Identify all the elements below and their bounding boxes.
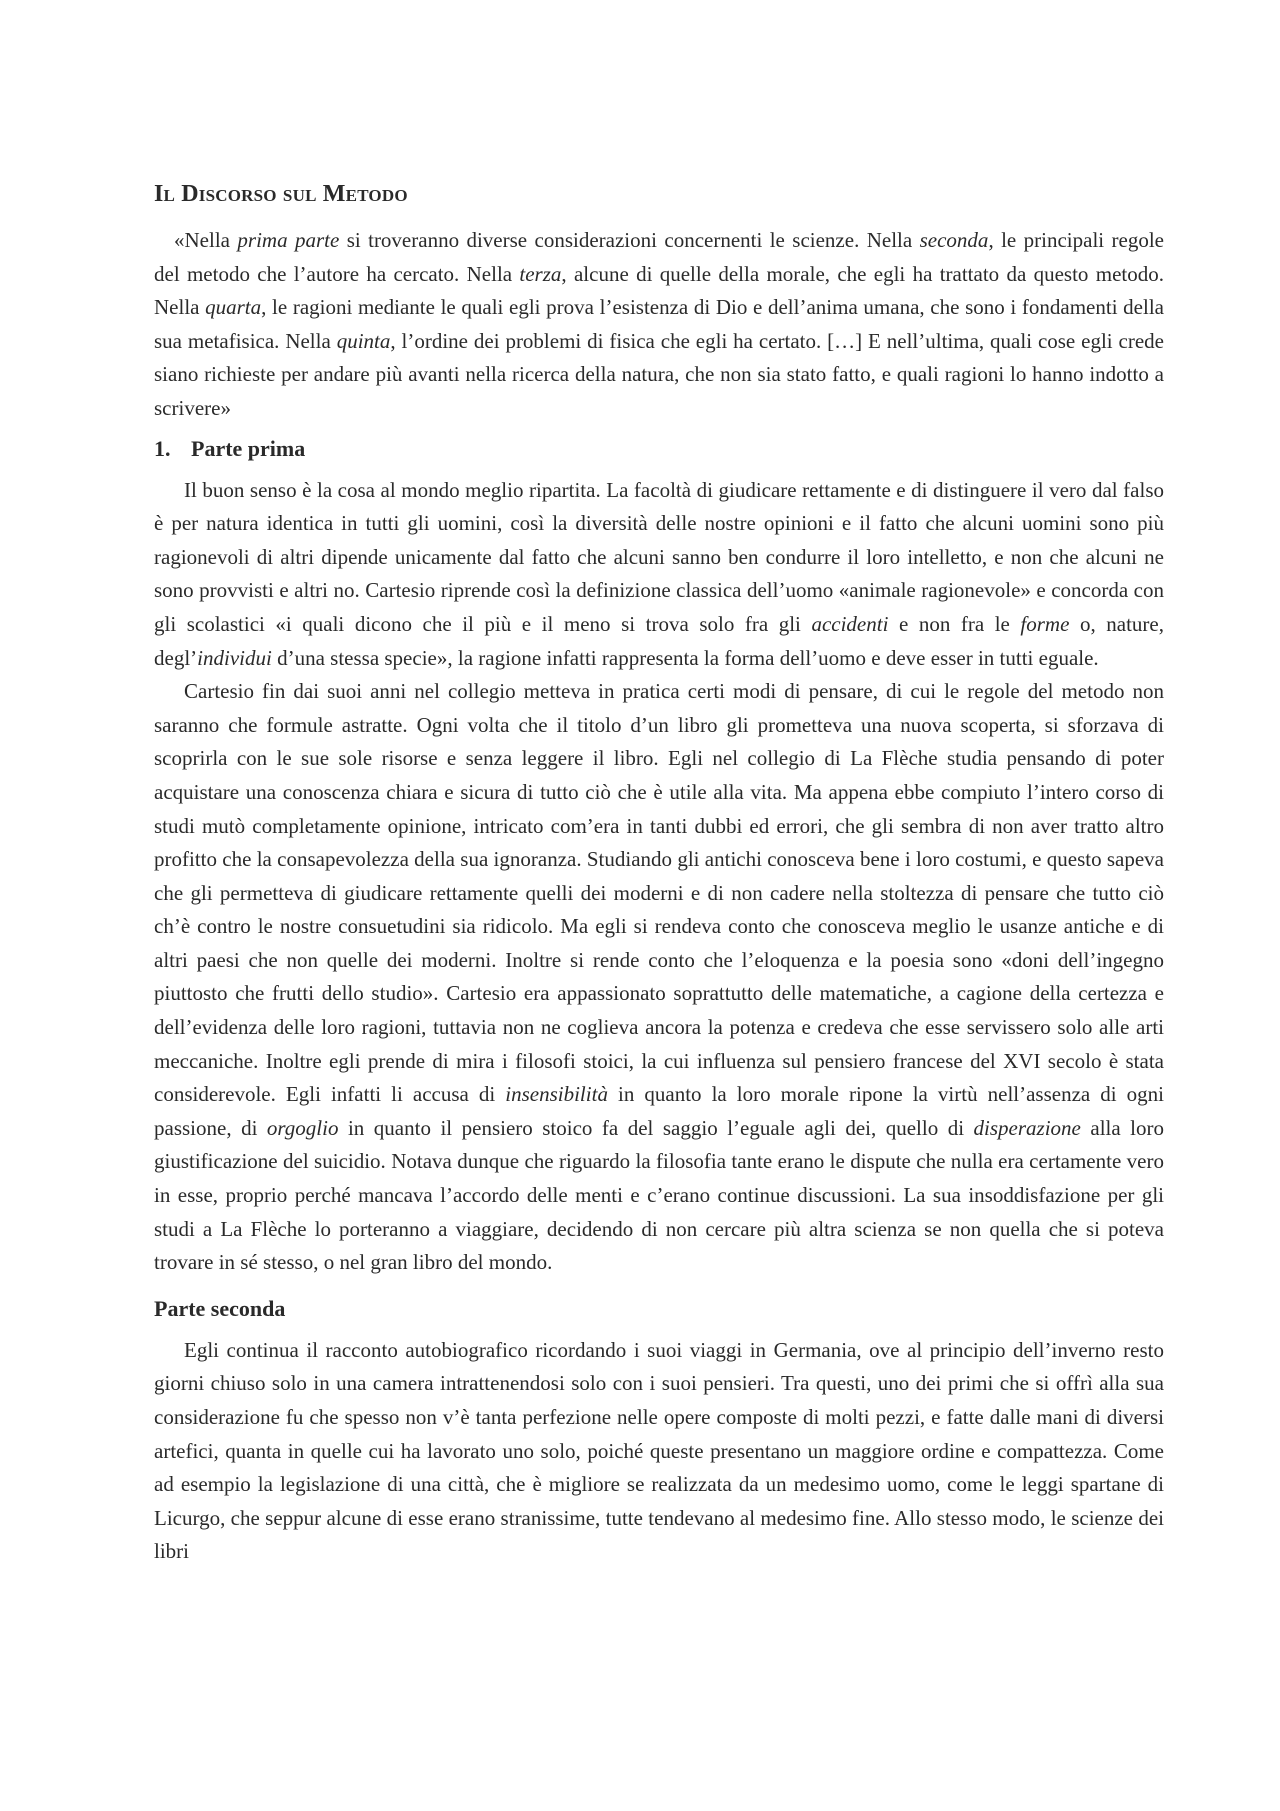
section-number: 1.	[154, 435, 171, 461]
emphasis-quinta: quinta	[336, 328, 391, 353]
emphasis-quarta: quarta	[205, 295, 262, 320]
emphasis-orgoglio: orgoglio	[266, 1115, 339, 1140]
section-title: Parte prima	[191, 435, 306, 461]
paragraph-parte-prima-2: Cartesio fin dai suoi anni nel collegio metteva in pratica certi modi di pensare, di cui le regole del metodo non saranno che formule astratte. Ogni volta che il titolo d’un libro gli prometteva una nuova scoperta, si sforzava di scoprirla con le sue sole risorse e senza leggere il libro. Egli nel collegio di La Flèche studia pensando di poter acquistare una conoscenza chiara e sicura di tutto ciò che è utile alla vita. Ma appena ebbe compiuto l’intero corso di studi mutò completamente opinione, intricato com’era in tanti dubbi ed errori, che gli sembra di non aver tratto altro profitto che la consapevolezza della sua ignoranza. Studiando gli antichi conosceva bene i loro costumi, e questo sapeva che gli permetteva di giudicare rettamente quelli dei moderni e di non cadere nella stoltezza di pensare che tutto ciò ch’è contro le nostre consuetudini sia ridicolo. Ma egli si rendeva conto che conosceva meglio le usanze antiche e di altri paesi che non quelle dei moderni. Inoltre si rende conto che l’eloquenza e la poesia sono «doni dell’ingegno piuttosto che frutti dello studio». Cartesio era appassionato soprattutto delle matematiche, a cagione della certezza e dell’evidenza delle loro ragioni, tuttavia non ne coglieva ancora la potenza e credeva che esse servissero solo alle arti meccaniche. Inoltre egli prende di mira i filosofi stoici, la cui influenza sul pensiero francese del XVI secolo è stata considerevole. Egli infatti li accusa di insensibilità in quanto la loro morale ripone la virtù nell’assenza di ogni passione, di orgoglio in quanto il pensiero stoico fa del saggio l’eguale agli dei, quello di disperazione alla loro giustificazione del suicidio. Notava dunque che riguardo la filosofia tante erano le dispute che nulla era certamente vero in esse, proprio perché mancava l’accordo delle menti e c’erano continue discussioni. La sua insoddisfazione per gli studi a La Flèche lo porteranno a viaggiare, decidendo di non cercare più altra scienza se non quella che si poteva trovare in sé stesso, o nel gran libro del mondo.	[154, 679, 1165, 1275]
paragraph-parte-prima-1: Il buon senso è la cosa al mondo meglio ripartita. La facoltà di giudicare rettamente e di distinguere il vero dal falso è per natura identica in tutti gli uomini, così la diversità delle nostre opinioni e il fatto che alcuni uomini sono più ragionevoli di altri dipende unicamente dal fatto che alcuni sanno ben condurre il loro intelletto, e non che alcuni ne sono provvisti e altri no. Cartesio riprende così la definizione classica dell’uomo «animale ragionevole» e concorda con gli scolastici «i quali dicono che il più e il meno si trova solo fra gli accidenti e non fra le forme o, nature, degl’individui d’una stessa specie», la ragione infatti rappresenta la forma dell’uomo e deve esser in tutti eguale.	[154, 477, 1164, 670]
intro-quote: «Nella prima parte si troveranno diverse considerazioni concernenti le scienze. Nella seconda, le principali regole del metodo che l’autore ha cercato. Nella terza, alcune di quelle della morale, che egli ha trattato da questo metodo. Nella quarta, le ragioni mediante le quali egli prova l’esistenza di Dio e dell’anima umana, che sono i fondamenti della sua metafisica. Nella quinta, l’ordine dei problemi di fisica che egli ha certato. […] E nell’ultima, quali cose egli crede siano richieste per andare più avanti nella ricerca della natura, che non sia stato fatto, e quali ragioni lo hanno indotto a scrivere»	[154, 228, 1164, 420]
emphasis-disperazione: disperazione	[973, 1115, 1081, 1140]
emphasis-forme: forme	[1020, 611, 1070, 636]
emphasis-accidenti: accidenti	[811, 611, 889, 636]
emphasis-seconda: seconda	[919, 228, 989, 252]
document-page	[154, 176, 1164, 1569]
emphasis-individui: individui	[197, 645, 272, 670]
section-heading-parte-prima	[154, 434, 1164, 464]
emphasis-prima-parte: prima parte	[237, 228, 340, 252]
section-heading-parte-seconda: Parte seconda	[154, 1295, 286, 1321]
emphasis-insensibilita: insensibilità	[505, 1082, 608, 1107]
page-title: Il Discorso sul Metodo	[154, 181, 408, 207]
emphasis-terza: terza	[519, 261, 562, 286]
paragraph-parte-seconda-1: Egli continua il racconto autobiografico ricordando i suoi viaggi in Germania, ove al principio dell’inverno resto giorni chiuso solo in una camera intrattenendosi solo con i suoi pensieri. Tra questi, uno dei primi che si offrì alla sua considerazione fu che spesso non v’è tanta perfezione nelle opere composte di molti pezzi, e fatte dalle mani di diversi artefici, quanta in quelle cui ha lavorato uno solo, poiché queste presentano un maggiore ordine e compattezza. Come ad esempio la legislazione di una città, che è migliore se realizzata da un medesimo uomo, come le leggi spartane di Licurgo, che seppur alcune di esse erano stranissime, tutte tendevano al medesimo fine. Allo stesso modo, le scienze dei libri	[154, 1337, 1164, 1564]
